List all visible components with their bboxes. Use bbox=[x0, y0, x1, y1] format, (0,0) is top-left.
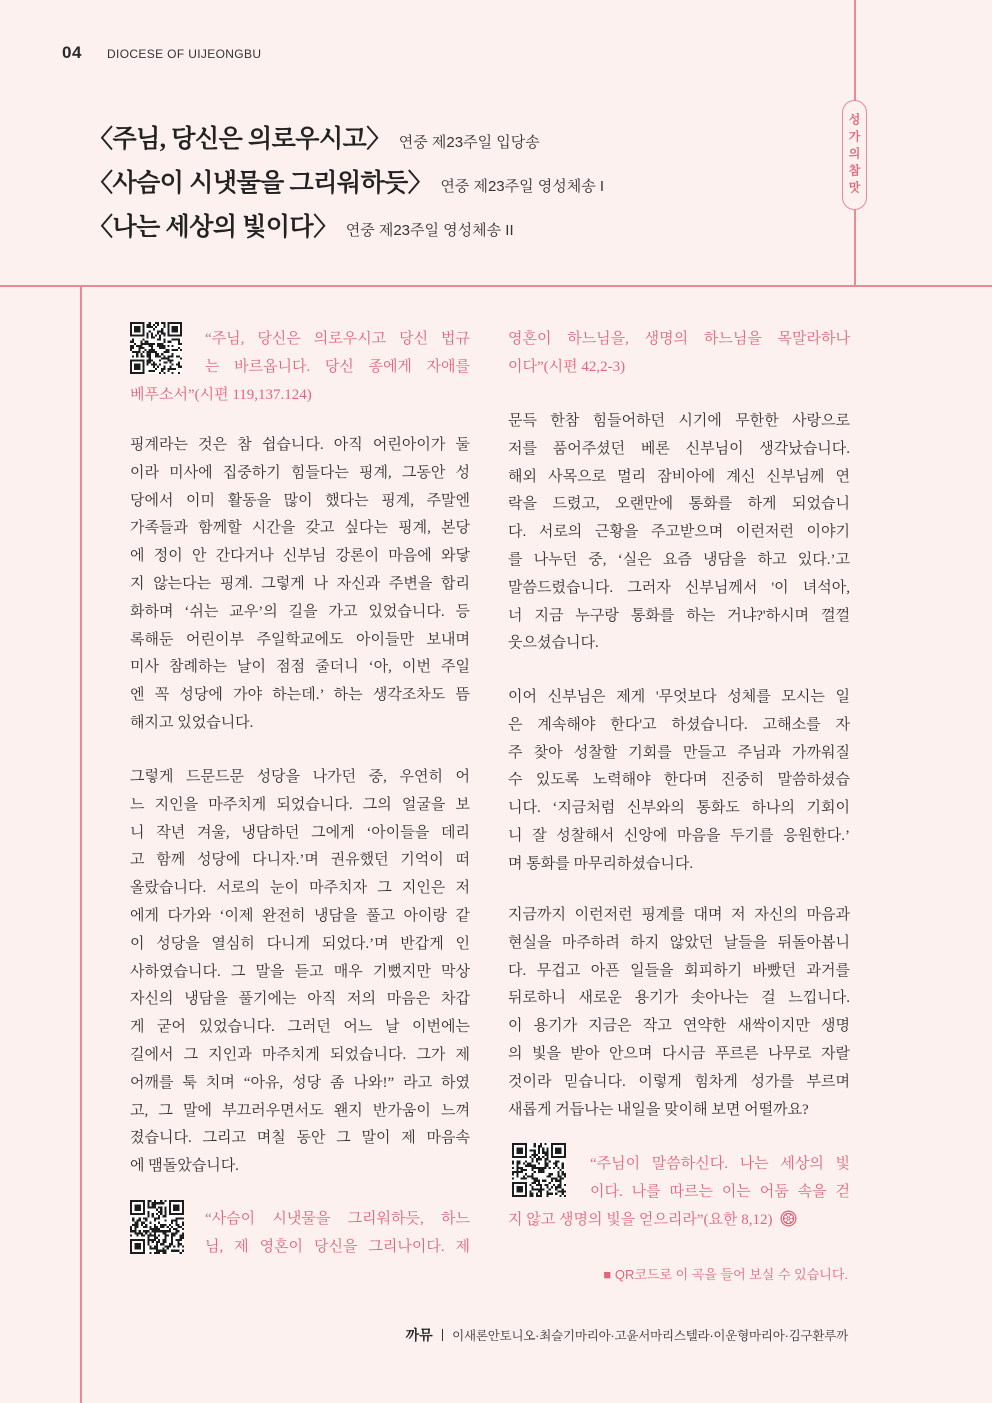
body-paragraph bbox=[130, 764, 470, 1181]
section-tab bbox=[842, 100, 867, 210]
text-line: 웃으셨습니다. bbox=[508, 635, 599, 652]
header-divider bbox=[0, 285, 992, 287]
hymn-subtitle: 연중 제23주일 입당송 bbox=[398, 134, 540, 151]
body-paragraph bbox=[508, 902, 850, 1124]
quote-line: 는 바르옵니다. 당신 종에게 자애를 bbox=[205, 358, 470, 375]
page-number: 04 bbox=[62, 43, 82, 62]
text-line: 뒤로하니 새로운 용기가 솟아나는 걸 느낍니다. bbox=[508, 990, 850, 1007]
body-paragraph bbox=[130, 432, 470, 738]
credits bbox=[406, 1325, 848, 1345]
publication-name: DIOCESE OF UIJEONGBU bbox=[107, 47, 262, 61]
text-line: 말씀드렸습니다. 그러자 신부님께서 '이 녀석아, bbox=[508, 579, 850, 596]
text-line: 사하였습니다. 그 말을 듣고 매우 기뻤지만 막상 bbox=[130, 963, 470, 980]
text-line: 수 있도록 노력해야 한다며 진중히 말씀하셨습 bbox=[508, 772, 850, 789]
hymn-title: 〈사슴이 시냇물을 그리워하듯〉 bbox=[88, 170, 433, 197]
scripture-quote bbox=[508, 1151, 850, 1234]
text-line: 문득 한참 힘들어하던 시기에 무한한 사랑으로 bbox=[508, 413, 850, 429]
text-line: 자신의 냉담을 풀기에는 아직 저의 마음은 차갑 bbox=[130, 991, 470, 1008]
qr-note: ■ QR코드로 이 곡을 들어 보실 수 있습니다. bbox=[603, 1267, 848, 1282]
quote-line: “주님, 당신은 의로우시고 당신 법규 bbox=[205, 331, 470, 347]
text-line: 화하며 ‘쉬는 교우’의 길을 가고 있었습니다. 등 bbox=[130, 603, 470, 620]
text-line: 은 계속해야 한다'고 하셨습니다. 고해소를 자 bbox=[508, 716, 850, 733]
credits-names: 이새론안토니오·최슬기마리아·고윤서마리스텔라·이운형마리아·김구환루까 bbox=[452, 1329, 848, 1343]
quote-line: 베푸소서”(시편 119,137.124) bbox=[130, 386, 312, 403]
text-line: 고 함께 성당에 다니자.’며 권유했던 기억이 떠 bbox=[130, 852, 470, 869]
text-line: 엔 꼭 성당에 가야 하는데.’ 하는 생각조차도 뜸 bbox=[130, 687, 470, 704]
text-line: 지금까지 이런저런 핑계를 대며 저 자신의 마음과 bbox=[508, 907, 850, 923]
text-line: 이라 미사에 집중하기 힘들다는 핑계, 그동안 성 bbox=[130, 464, 470, 481]
quote-line-text: 지 않고 생명의 빛을 얻으리라”(요한 8,12) bbox=[508, 1211, 773, 1228]
text-line: 느 지인을 마주치게 되었습니다. 그의 얼굴을 보 bbox=[130, 796, 470, 813]
text-line: 를 나누던 중, ‘실은 요즘 냉담을 하고 있다.’고 bbox=[508, 551, 850, 568]
quote-line bbox=[508, 1207, 850, 1235]
text-line: 주 찾아 성찰할 기회를 만들고 주님과 가까워질 bbox=[508, 744, 850, 761]
text-line: 다. 무겁고 아픈 일들을 회피하기 바빴던 과거를 bbox=[508, 962, 850, 979]
text-line: 올랐습니다. 서로의 눈이 마주치자 그 지인은 저 bbox=[130, 880, 470, 897]
text-line: 가족들과 함께할 시간을 갖고 싶다는 핑계, 본당 bbox=[130, 520, 470, 537]
quote-line: 이다. 나를 따르는 이는 어둠 속을 걷 bbox=[590, 1183, 850, 1200]
end-mark-icon bbox=[780, 1210, 797, 1227]
section-tab-label: 성가의참맛 bbox=[847, 112, 861, 198]
left-margin-rule bbox=[80, 285, 82, 1403]
text-line: 어깨를 툭 치며 “아유, 성당 좀 나와!” 라고 하였 bbox=[130, 1074, 470, 1091]
text-line: 다. 서로의 근황을 주고받으며 이런저런 이야기 bbox=[508, 524, 850, 541]
text-line: 지 않는다는 핑계. 그렇게 나 자신과 주변을 합리 bbox=[130, 575, 470, 592]
hymn-title: 〈주님, 당신은 의로우시고〉 bbox=[88, 126, 391, 153]
text-line: 해외 사목으로 멀리 잠비아에 계신 신부님께 연 bbox=[508, 468, 850, 485]
quote-line: 이다”(시편 42,2-3) bbox=[508, 358, 626, 375]
text-line: 그렇게 드문드문 성당을 나가던 중, 우연히 어 bbox=[130, 769, 470, 785]
text-line: 고, 그 말에 부끄러우면서도 왠지 반가움이 느껴 bbox=[130, 1102, 470, 1119]
hymn-title-row bbox=[88, 162, 604, 206]
text-line: 너 지금 누구랑 통화를 하는 거냐?'하시며 껄껄 bbox=[508, 607, 850, 624]
text-line: 현실을 마주하려 하지 않았던 날들을 뒤돌아봅니 bbox=[508, 934, 850, 951]
credits-label: 까뮤 bbox=[405, 1327, 433, 1343]
text-line: 니 작년 겨울, 냉담하던 그에게 ‘아이들을 데리 bbox=[130, 824, 470, 841]
text-line: 게 굳어 있었습니다. 그러던 어느 날 이번에는 bbox=[130, 1019, 470, 1036]
text-line: 것이라 믿습니다. 이렇게 힘차게 성가를 부르며 bbox=[508, 1073, 850, 1090]
quote-line: “사슴이 시냇물을 그리워하듯, 하느 bbox=[205, 1211, 470, 1227]
text-line: 니다. ‘지금처럼 신부와의 통화도 하나의 기회이 bbox=[508, 800, 850, 817]
text-line: 의 빛을 받아 안으며 다시금 푸르른 나무로 자랄 bbox=[508, 1045, 850, 1062]
text-line: 졌습니다. 그리고 며칠 동안 그 말이 제 마음속 bbox=[130, 1130, 470, 1147]
text-line: 길에서 그 지인과 마주치게 되었습니다. 그가 제 bbox=[130, 1046, 470, 1063]
text-line: 이 성당을 열심히 다니게 되었다.’며 반갑게 인 bbox=[130, 935, 470, 952]
hymn-title-row bbox=[88, 118, 604, 162]
text-line: 당에서 이미 활동을 많이 했다는 핑계, 주말엔 bbox=[130, 492, 470, 509]
hymn-title: 〈나는 세상의 빛이다〉 bbox=[88, 214, 338, 241]
quote-line: 님, 제 영혼이 당신을 그리나이다. 제 bbox=[205, 1238, 470, 1255]
hymn-subtitle: 연중 제23주일 영성체송 I bbox=[440, 178, 605, 195]
text-line: 저를 품어주셨던 베론 신부님이 생각났습니다. bbox=[508, 440, 850, 457]
text-line: 며 통화를 마무리하셨습니다. bbox=[508, 855, 694, 872]
quote-line: “주님이 말씀하신다. 나는 세상의 빛 bbox=[590, 1156, 850, 1172]
text-line: 새롭게 거듭나는 내일을 맞이해 보면 어떨까요? bbox=[508, 1101, 809, 1118]
hymn-subtitle: 연중 제23주일 영성체송 II bbox=[345, 222, 514, 239]
quote-line: 영혼이 하느님을, 생명의 하느님을 목말라하나 bbox=[508, 331, 850, 347]
scripture-quote-continued bbox=[508, 326, 850, 382]
credits-separator bbox=[442, 1329, 444, 1341]
text-line: 이 용기가 지금은 작고 연약한 새싹이지만 생명 bbox=[508, 1018, 850, 1035]
text-line: 에 맴돌았습니다. bbox=[130, 1158, 239, 1175]
text-line: 핑계라는 것은 참 쉽습니다. 아직 어린아이가 둘 bbox=[130, 437, 470, 453]
scripture-quote bbox=[130, 326, 470, 409]
text-line: 이어 신부님은 제게 '무엇보다 성체를 모시는 일 bbox=[508, 689, 850, 705]
hymn-title-row bbox=[88, 206, 604, 250]
text-line: 락을 드렸고, 오랜만에 통화를 하게 되었습니 bbox=[508, 496, 850, 513]
text-line: 에 정이 안 간다거나 신부님 강론이 마음에 와닿 bbox=[130, 548, 470, 565]
text-line: 록해둔 어린이부 주일학교에도 아이들만 보내며 bbox=[130, 631, 470, 648]
body-paragraph bbox=[508, 408, 850, 658]
text-line: 에게 다가와 ‘이제 완전히 냉담을 풀고 아이랑 같 bbox=[130, 907, 470, 924]
text-line: 니 잘 성찰해서 신앙에 마음을 두기를 응원한다.’ bbox=[508, 827, 850, 844]
text-line: 미사 참례하는 날이 점점 줄더니 ‘아, 이번 주일 bbox=[130, 659, 470, 676]
scripture-quote bbox=[130, 1206, 470, 1262]
text-line: 해지고 있었습니다. bbox=[130, 714, 254, 731]
hymn-titles bbox=[88, 118, 604, 250]
body-paragraph bbox=[508, 684, 850, 879]
